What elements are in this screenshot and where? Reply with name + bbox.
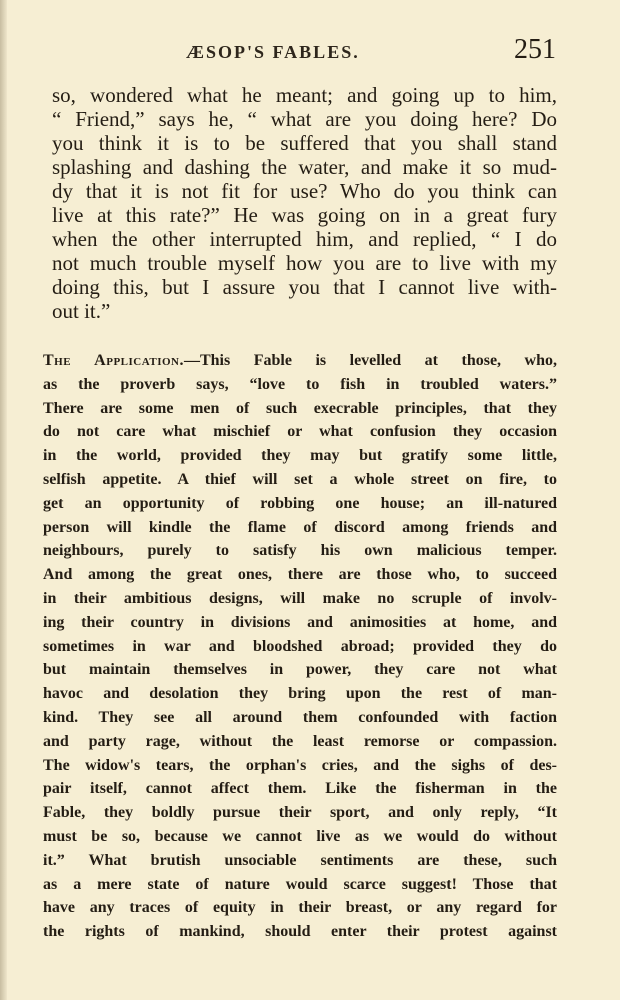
application-section — [43, 349, 557, 944]
application-line: but maintain themselves in power, they care not what — [43, 661, 557, 679]
application-line: it.” What brutish unsociable sentiments are these, such — [43, 851, 557, 869]
application-line: in their ambitious designs, will make no scruple of involv- — [43, 589, 557, 607]
text-line: out it.” — [52, 299, 111, 323]
page-number: 251 — [514, 34, 556, 65]
application-line: And among the great ones, there are those who, to succeed — [43, 566, 557, 584]
running-title: ÆSOP'S FABLES. — [186, 42, 360, 62]
text-line: splashing and dashing the water, and make it so mud- — [52, 155, 557, 179]
text-line: when the other interrupted him, and replied, “ I do — [52, 227, 557, 251]
application-line: selfish appetite. A thief will set a whole street on fire, to — [43, 470, 557, 488]
application-line: neighbours, purely to satisfy his own malicious temper. — [43, 542, 557, 560]
text-line: you think it is to be suffered that you shall stand — [52, 131, 557, 155]
application-line: and party rage, without the least remorse or compassion. — [43, 732, 557, 750]
application-line: get an opportunity of robbing one house; an ill-natured — [43, 494, 557, 512]
application-line: The widow's tears, the orphan's cries, and the sighs of des- — [43, 756, 557, 774]
application-line: ing their country in divisions and animosities at home, and — [43, 613, 557, 631]
text-line: so, wondered what he meant; and going up to him, — [52, 83, 557, 107]
page-binding-edge — [0, 0, 7, 1000]
application-line: have any traces of equity in their breast, or any regard for — [43, 899, 557, 917]
application-line: kind. They see all around them confounded with faction — [43, 708, 557, 726]
application-line: must be so, because we cannot live as we would do without — [43, 827, 557, 845]
text-line: not much trouble myself how you are to live with my — [52, 251, 557, 275]
application-line: the rights of mankind, should enter their protest against — [43, 923, 557, 941]
text-line: live at this rate?” He was going on in a great fury — [52, 203, 557, 227]
text-line: doing this, but I assure you that I cannot live with- — [52, 275, 557, 299]
application-line: Fable, they boldly pursue their sport, and only reply, “It — [43, 804, 557, 822]
fable-text — [52, 83, 557, 323]
application-line: havoc and desolation they bring upon the rest of man- — [43, 685, 557, 703]
page-header — [0, 34, 620, 70]
text-line: dy that it is not fit for use? Who do you think can — [52, 179, 557, 203]
application-first-line-text: —This Fable is levelled at those, who, — [183, 352, 557, 369]
application-line: sometimes in war and bloodshed abroad; provided they do — [43, 637, 557, 655]
application-line: as a mere state of nature would scarce suggest! Those that — [43, 875, 557, 893]
application-line: person will kindle the flame of discord among friends and — [43, 518, 557, 536]
text-line: “ Friend,” says he, “ what are you doing here? Do — [52, 107, 557, 131]
application-line: There are some men of such execrable principles, that they — [43, 399, 557, 417]
application-line: in the world, provided they may but gratify some little, — [43, 447, 557, 465]
application-line: pair itself, cannot affect them. Like the fisherman in the — [43, 780, 557, 798]
application-line: do not care what mischief or what confusion they occasion — [43, 423, 557, 441]
application-line: as the proverb says, “love to fish in troubled waters.” — [43, 375, 557, 393]
application-heading: The Application. — [43, 352, 184, 369]
application-first-line — [43, 349, 557, 373]
